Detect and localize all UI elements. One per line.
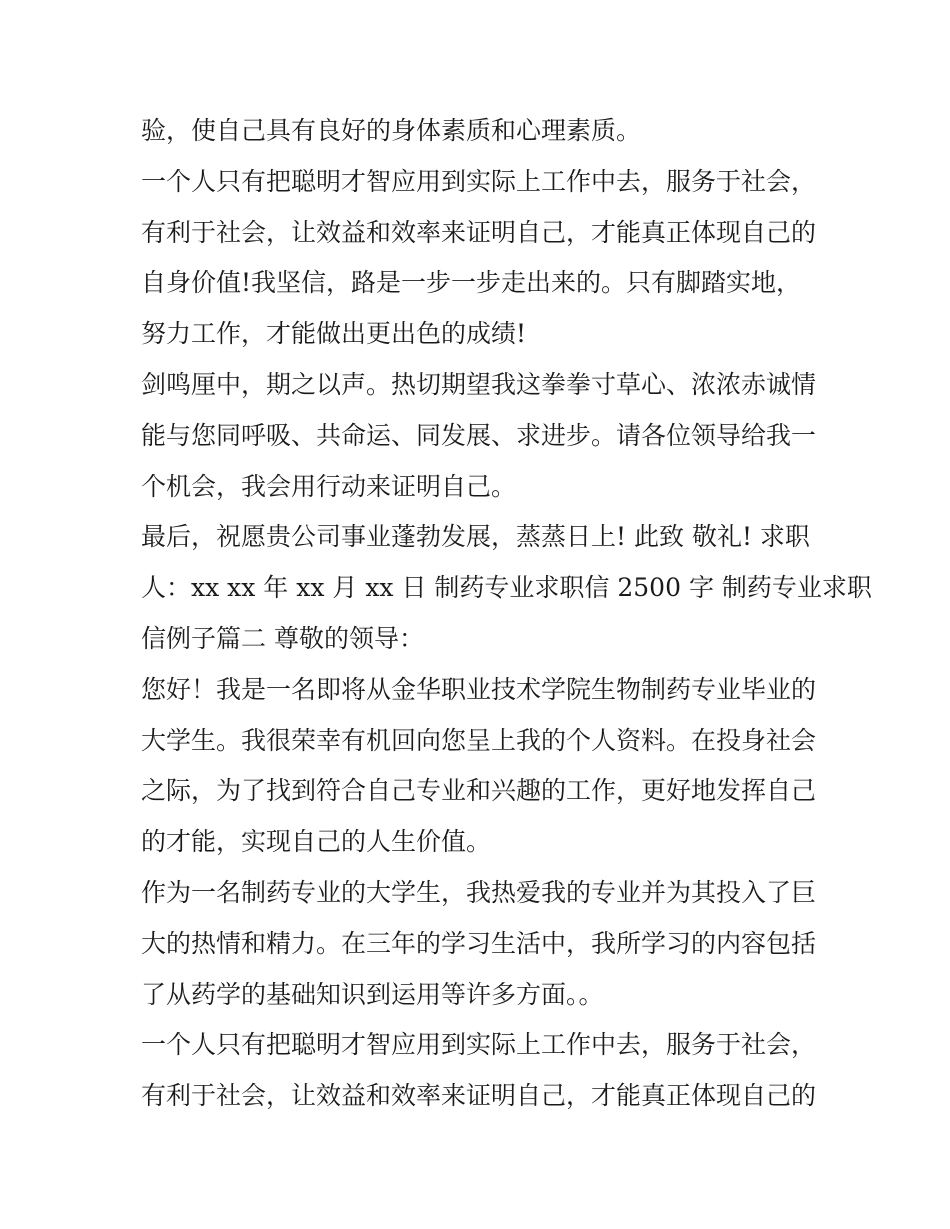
- text-line: 验，使自己具有良好的身体素质和心理素质。: [141, 116, 642, 145]
- text-line: 作为一名制药专业的大学生，我热爱我的专业并为其投入了巨: [141, 877, 817, 907]
- text-line: 大的热情和精力。在三年的学习生活中，我所学习的内容包括: [141, 928, 817, 958]
- text-line: 的才能，实现自己的人生价值。: [141, 827, 492, 857]
- document-body: [141, 106, 872, 1122]
- text-line: 之际，为了找到符合自己专业和兴趣的工作，更好地发挥自己: [141, 776, 817, 806]
- text-line: 能与您同呼吸、共命运、同发展、求进步。请各位领导给我一: [141, 420, 817, 450]
- text-line: 了从药学的基础知识到运用等许多方面。。: [141, 979, 604, 1009]
- text-line: 个机会，我会用行动来证明自己。: [141, 471, 517, 501]
- text-line: 您好！我是一名即将从金华职业技术学院生物制药专业毕业的: [141, 674, 817, 704]
- text-line: 大学生。我很荣幸有机回向您呈上我的个人资料。在投身社会: [141, 725, 817, 755]
- text-line: 努力工作，才能做出更出色的成绩!: [141, 319, 527, 349]
- text-line: 信例子篇二 尊敬的领导：: [141, 623, 424, 653]
- text-line: 一个人只有把聪明才智应用到实际上工作中去，服务于社会，: [141, 166, 817, 196]
- text-line: 有利于社会，让效益和效率来证明自己，才能真正体现自己的: [141, 217, 817, 247]
- text-line: 人：xx xx 年 xx 月 xx 日 制药专业求职信 2500 字 制药专业求职: [141, 573, 872, 603]
- text-line: 一个人只有把聪明才智应用到实际上工作中去，服务于社会，: [141, 1030, 817, 1060]
- text-line: 有利于社会，让效益和效率来证明自己，才能真正体现自己的: [141, 1081, 817, 1111]
- text-line: 自身价值!我坚信，路是一步一步走出来的。只有脚踏实地，: [141, 268, 802, 298]
- text-line: 最后，祝愿贵公司事业蓬勃发展，蒸蒸日上! 此致 敬礼! 求职: [141, 522, 810, 552]
- text-line: 剑鸣厘中，期之以声。热切期望我这拳拳寸草心、浓浓赤诚情: [141, 369, 817, 399]
